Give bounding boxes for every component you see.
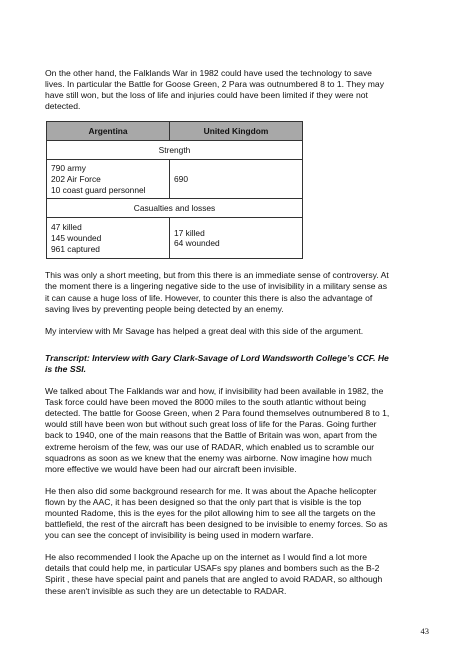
cell-line: 17 killed	[174, 227, 205, 238]
argentina-strength-cell	[47, 160, 170, 199]
text-line: detected. The battle for Goose Green, when 2 Para found themselves outnumbered 8 to 1,	[45, 408, 390, 419]
transcript-heading	[45, 353, 432, 375]
table-row	[47, 218, 303, 259]
text-line: these aren't invisible as such they are un detectable to RADAR.	[45, 585, 287, 596]
recommendation-paragraph	[45, 552, 432, 596]
text-line: Spirit , these have special paint and panels that are angled to avoid RADAR, so although	[45, 574, 383, 585]
header-united-kingdom: United Kingdom	[170, 122, 303, 141]
cell-line: 47 killed	[51, 222, 82, 233]
text-line: more effective we would have been had our aircraft been invisible.	[45, 463, 297, 474]
document-page	[45, 68, 432, 608]
argentina-losses-cell	[47, 218, 170, 259]
text-line: We talked about The Falklands war and how, if invisibility had been available in 1982, the	[45, 386, 384, 397]
table-row	[47, 160, 303, 199]
text-line: the moment there is a lingering negative side to the use of invisibility in a military sense as	[45, 281, 388, 292]
header-argentina: Argentina	[47, 122, 170, 141]
text-line: extreme heroism of the few, was our use of RADAR, which enabled us to scramble our	[45, 441, 375, 452]
cell-line: 790 army	[51, 163, 86, 174]
text-line: He then also did some background research for me. It was about the Apache helicopter	[45, 485, 377, 496]
losses-label: Casualties and losses	[47, 199, 303, 218]
text-line: On the other hand, the Falklands War in 1982 could have used the technology to save	[45, 68, 372, 78]
controversy-paragraph	[45, 270, 432, 314]
text-line: detected.	[45, 101, 81, 112]
text-line: flown by the AAC, it has been designed so that the only part that is visible is the top	[45, 496, 362, 507]
falklands-transcript-paragraph	[45, 386, 432, 475]
cell-line: 10 coast guard personnel	[51, 184, 146, 195]
uk-strength-cell: 690	[170, 160, 303, 199]
strength-label: Strength	[47, 141, 303, 160]
table-header-row	[47, 122, 303, 141]
falklands-comparison-table	[46, 121, 303, 259]
cell-line: 64 wounded	[174, 238, 220, 249]
text-line: you can see the concept of invisibility is being used in modern warfare.	[45, 530, 314, 541]
intro-paragraph	[45, 68, 432, 112]
table-section-row	[47, 199, 303, 218]
text-line: lives. In particular the Battle for Goose Green, 2 Para was outnumbered 8 to 1. They may	[45, 79, 384, 90]
apache-paragraph	[45, 486, 432, 541]
page-number: 43	[420, 626, 429, 636]
table-section-row	[47, 141, 303, 160]
text-line: saving lives by preventing people being detected by an enemy.	[45, 303, 284, 314]
uk-losses-cell	[170, 218, 303, 259]
text-line: He also recommended I look the Apache up on the internet as I would find a lot more	[45, 552, 367, 563]
text-line: This was only a short meeting, but from this there is an immediate sense of controversy. At	[45, 270, 389, 281]
heading-line: Transcript: Interview with Gary Clark-Savage of Lord Wandsworth College’s CCF. He	[45, 352, 389, 363]
cell-line: 961 captured	[51, 243, 100, 254]
text-line: details that could help me, in particular USAFs spy planes and bombers such as the B-2	[45, 563, 380, 574]
text-line: it can cause a huge loss of life. However, to counter this there is also the advantage of	[45, 292, 373, 303]
cell-line: 202 Air Force	[51, 174, 101, 185]
text-line: squadrons as soon as we knew that the enemy was airborne. Now imagine how much	[45, 452, 372, 463]
interview-note-paragraph: My interview with Mr Savage has helped a great deal with this side of the argument.	[45, 325, 364, 336]
text-line: Task force could have been moved the 8000 miles to the south atlantic without being	[45, 397, 367, 408]
text-line: mounted Radome, this is the eyes for the pilot allowing him to see all the targets on the	[45, 507, 376, 518]
text-line: back to 1940, one of the main reasons that the Battle of Britain was won, apart from the	[45, 430, 378, 441]
text-line: battlefield, the rest of the aircraft has been designed to be invisible to enemy forces. So as	[45, 519, 388, 530]
text-line: would still have been won but without such great loss of life for the Paras. Going further	[45, 419, 377, 430]
cell-line: 145 wounded	[51, 233, 102, 244]
text-line: have still won, but the loss of life and injuries could have been limited if they were not	[45, 90, 368, 101]
heading-line: is the SSI.	[45, 363, 87, 374]
